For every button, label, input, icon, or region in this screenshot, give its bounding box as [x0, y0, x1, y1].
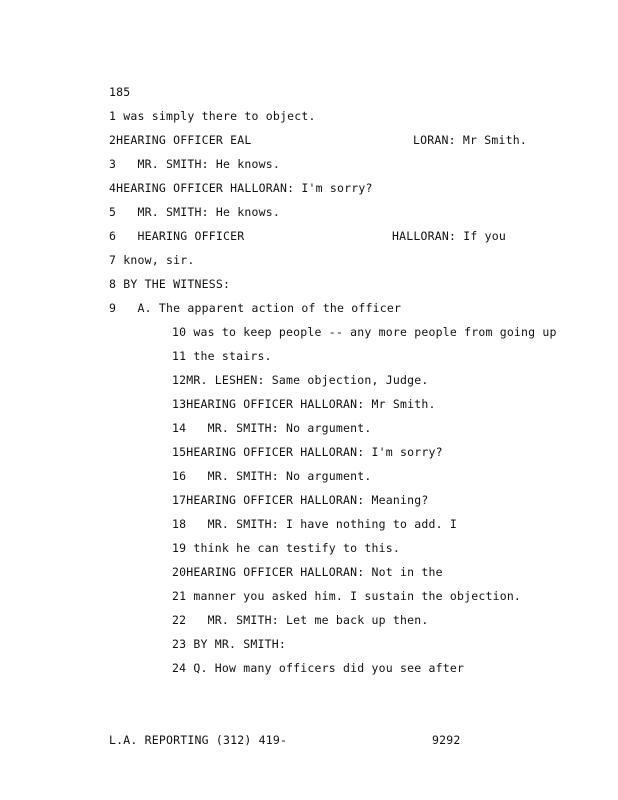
line-number: 14	[172, 421, 187, 435]
transcript-line	[109, 277, 230, 291]
line-text: Q. How many officers did you see after	[193, 661, 465, 675]
line-number: 22	[172, 613, 187, 627]
line-number: 24	[172, 661, 187, 675]
line-text: HEARING OFFICER EAL	[116, 133, 252, 147]
transcript-line	[172, 469, 371, 483]
transcript-line	[172, 421, 371, 435]
line-number: 21	[172, 589, 187, 603]
line-text: MR. SMITH: No argument.	[207, 469, 372, 483]
line-number: 12	[172, 373, 187, 387]
line-text: BY THE WITNESS:	[123, 277, 231, 291]
transcript-line	[172, 349, 272, 363]
line-text: MR. SMITH: No argument.	[207, 421, 372, 435]
line-gap	[116, 229, 137, 243]
transcript-line	[172, 325, 557, 339]
line-text: MR. SMITH: I have nothing to add. I	[207, 517, 457, 531]
transcript-line	[109, 301, 401, 315]
line-number: 7	[109, 253, 117, 267]
transcript-line	[172, 613, 428, 627]
transcript-line	[109, 181, 373, 195]
line-text: think he can testify to this.	[193, 541, 400, 555]
line-gap	[116, 301, 137, 315]
line-number: 3	[109, 157, 117, 171]
transcript-line	[172, 493, 428, 507]
line-number: 8	[109, 277, 117, 291]
transcript-line	[109, 109, 316, 123]
line-number: 9	[109, 301, 117, 315]
line-gap	[186, 517, 207, 531]
line-number: 20	[172, 565, 187, 579]
line-gap	[116, 157, 137, 171]
transcript-line	[109, 205, 280, 219]
line-number: 17	[172, 493, 187, 507]
line-number: 5	[109, 205, 117, 219]
line-text: was to keep people -- any more people from going up	[193, 325, 557, 339]
line-gap	[186, 613, 207, 627]
line-number: 13	[172, 397, 187, 411]
line-number: 2	[109, 133, 117, 147]
line-number: 10	[172, 325, 187, 339]
line-number: 18	[172, 517, 187, 531]
line-number: 1	[109, 109, 117, 123]
line-number: 4	[109, 181, 117, 195]
line-text: MR. SMITH: He knows.	[137, 205, 280, 219]
line-gap	[186, 421, 207, 435]
line-text: BY MR. SMITH:	[193, 637, 286, 651]
transcript-line	[109, 157, 280, 171]
line-number: 6	[109, 229, 117, 243]
line-text: HEARING OFFICER HALLORAN: Meaning?	[186, 493, 429, 507]
line-text: MR. SMITH: Let me back up then.	[207, 613, 429, 627]
line-gap	[116, 205, 137, 219]
transcript-line	[172, 637, 286, 651]
line-text: HEARING OFFICER HALLORAN: I'm sorry?	[186, 445, 443, 459]
transcript-line	[172, 565, 443, 579]
line-text: MR. LESHEN: Same objection, Judge.	[186, 373, 429, 387]
line-text: HEARING OFFICER	[137, 229, 245, 243]
transcript-line	[109, 229, 244, 243]
line-number: 16	[172, 469, 187, 483]
line-number: 23	[172, 637, 187, 651]
footer-phone: 9292	[432, 733, 461, 747]
line-text: know, sir.	[123, 253, 195, 267]
line-text: the stairs.	[193, 349, 272, 363]
page-number: 185	[109, 85, 131, 99]
footer-reporter: L.A. REPORTING (312) 419-	[109, 733, 288, 747]
transcript-line	[109, 253, 195, 267]
line-gap	[186, 469, 207, 483]
line-text: HEARING OFFICER HALLORAN: Mr Smith.	[186, 397, 436, 411]
line-text-continued: LORAN: Mr Smith.	[413, 133, 527, 147]
line-text: A. The apparent action of the officer	[137, 301, 402, 315]
line-number: 19	[172, 541, 187, 555]
line-number: 15	[172, 445, 187, 459]
transcript-line	[172, 517, 457, 531]
line-number: 11	[172, 349, 187, 363]
line-text: manner you asked him. I sustain the objection.	[193, 589, 522, 603]
transcript-line	[172, 397, 436, 411]
line-text: MR. SMITH: He knows.	[137, 157, 280, 171]
transcript-line	[172, 541, 400, 555]
transcript-line	[172, 445, 443, 459]
transcript-line	[172, 589, 521, 603]
line-text: HEARING OFFICER HALLORAN: Not in the	[186, 565, 443, 579]
line-text-continued: HALLORAN: If you	[392, 229, 506, 243]
line-text: HEARING OFFICER HALLORAN: I'm sorry?	[116, 181, 373, 195]
transcript-line	[109, 133, 251, 147]
transcript-line	[172, 661, 464, 675]
transcript-line	[172, 373, 428, 387]
line-text: was simply there to object.	[123, 109, 316, 123]
